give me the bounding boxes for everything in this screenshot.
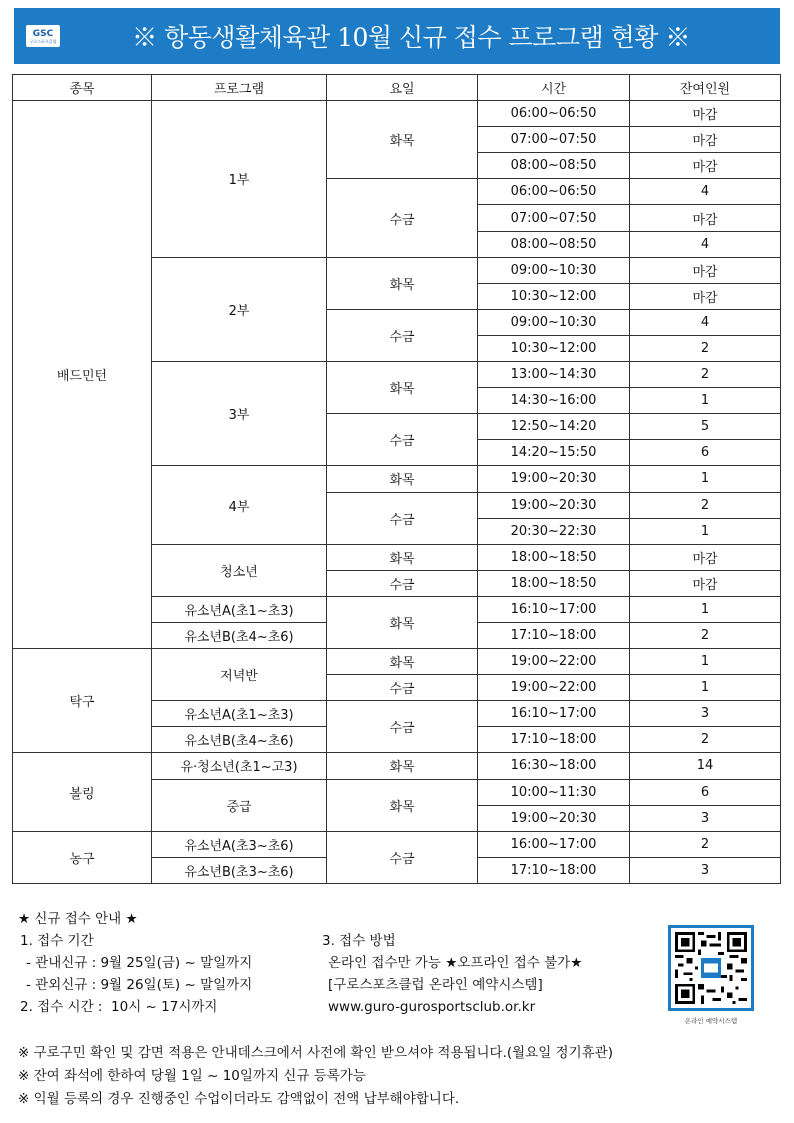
sport-cell: 볼링 [13, 753, 152, 831]
time-cell: 09:00~10:30 [478, 309, 630, 335]
time-cell: 08:00~08:50 [478, 231, 630, 257]
program-cell: 유소년A(초1~초3) [152, 596, 327, 622]
program-cell: 유소년A(초3~초6) [152, 831, 327, 857]
program-schedule-table [12, 74, 781, 884]
program-cell: 1부 [152, 101, 327, 258]
time-cell: 14:30~16:00 [478, 388, 630, 414]
table-row [13, 101, 781, 127]
remaining-cell: 6 [630, 779, 781, 805]
column-header-remaining: 잔여인원 [630, 75, 781, 101]
time-cell: 20:30~22:30 [478, 518, 630, 544]
days-cell: 수금 [327, 414, 478, 466]
days-cell: 화목 [327, 257, 478, 309]
time-cell: 07:00~07:50 [478, 205, 630, 231]
sport-cell: 농구 [13, 831, 152, 883]
days-cell: 화목 [327, 649, 478, 675]
signup-guide-left [18, 908, 252, 1018]
remaining-cell: 마감 [630, 257, 781, 283]
qr-code-icon [675, 932, 747, 1004]
notice-item: ※ 구로구민 확인 및 감면 적용은 안내데스크에서 사전에 확인 받으셔야 적용됩니다.(월요일 정기휴관) [18, 1045, 613, 1061]
time-cell: 19:00~20:30 [478, 492, 630, 518]
sport-cell: 탁구 [13, 649, 152, 753]
remaining-cell: 4 [630, 309, 781, 335]
time-cell: 09:00~10:30 [478, 257, 630, 283]
program-cell: 저녁반 [152, 649, 327, 701]
remaining-cell: 마감 [630, 544, 781, 570]
remaining-cell: 5 [630, 414, 781, 440]
remaining-cell: 마감 [630, 570, 781, 596]
remaining-cell: 1 [630, 649, 781, 675]
program-cell: 유소년B(초3~초6) [152, 857, 327, 883]
time-cell: 19:00~22:00 [478, 675, 630, 701]
days-cell: 화목 [327, 753, 478, 779]
remaining-cell: 1 [630, 466, 781, 492]
guide-period-in: - 관내신규 : 9월 25일(금) ~ 말일까지 [26, 955, 253, 971]
remaining-cell: 마감 [630, 127, 781, 153]
time-cell: 08:00~08:50 [478, 153, 630, 179]
remaining-cell: 2 [630, 492, 781, 518]
table-row [13, 753, 781, 779]
time-cell: 16:30~18:00 [478, 753, 630, 779]
days-cell: 수금 [327, 831, 478, 883]
time-cell: 14:20~15:50 [478, 440, 630, 466]
time-cell: 18:00~18:50 [478, 570, 630, 596]
remaining-cell: 6 [630, 440, 781, 466]
days-cell: 화목 [327, 779, 478, 831]
program-cell: 유소년A(초1~초3) [152, 701, 327, 727]
days-cell: 수금 [327, 701, 478, 753]
time-cell: 06:00~06:50 [478, 101, 630, 127]
days-cell: 화목 [327, 466, 478, 492]
days-cell: 수금 [327, 309, 478, 361]
time-cell: 19:00~20:30 [478, 805, 630, 831]
time-cell: 19:00~22:00 [478, 649, 630, 675]
program-cell: 중급 [152, 779, 327, 831]
table-header-row [13, 75, 781, 101]
remaining-cell: 마감 [630, 283, 781, 309]
remaining-cell: 마감 [630, 101, 781, 127]
time-cell: 17:10~18:00 [478, 727, 630, 753]
days-cell: 수금 [327, 570, 478, 596]
time-cell: 07:00~07:50 [478, 127, 630, 153]
guide-period-out: - 관외신규 : 9월 26일(토) ~ 말일까지 [26, 977, 253, 993]
time-cell: 19:00~20:30 [478, 466, 630, 492]
guide-method-label: 3. 접수 방법 [322, 933, 396, 949]
page-header [14, 8, 780, 64]
remaining-cell: 3 [630, 857, 781, 883]
remaining-cell: 마감 [630, 205, 781, 231]
time-cell: 16:10~17:00 [478, 596, 630, 622]
remaining-cell: 14 [630, 753, 781, 779]
sport-cell: 배드민턴 [13, 101, 152, 649]
table-row [13, 649, 781, 675]
time-cell: 10:30~12:00 [478, 335, 630, 361]
logo-text: GSC [32, 28, 54, 39]
days-cell: 수금 [327, 179, 478, 257]
remaining-cell: 2 [630, 622, 781, 648]
remaining-cell: 2 [630, 362, 781, 388]
program-cell: 유소년B(초4~초6) [152, 727, 327, 753]
time-cell: 17:10~18:00 [478, 857, 630, 883]
remaining-cell: 3 [630, 701, 781, 727]
days-cell: 수금 [327, 492, 478, 544]
time-cell: 16:10~17:00 [478, 701, 630, 727]
time-cell: 17:10~18:00 [478, 622, 630, 648]
days-cell: 화목 [327, 596, 478, 648]
remaining-cell: 4 [630, 179, 781, 205]
time-cell: 18:00~18:50 [478, 544, 630, 570]
time-cell: 13:00~14:30 [478, 362, 630, 388]
time-cell: 16:00~17:00 [478, 831, 630, 857]
time-cell: 10:30~12:00 [478, 283, 630, 309]
remaining-cell: 1 [630, 388, 781, 414]
column-header-program: 프로그램 [152, 75, 327, 101]
remaining-cell: 3 [630, 805, 781, 831]
remaining-cell: 1 [630, 596, 781, 622]
days-cell: 화목 [327, 101, 478, 179]
guide-title: ★ 신규 접수 안내 ★ [18, 911, 138, 927]
logo-subtext: 구로스포츠클럽 [29, 38, 57, 44]
column-header-time: 시간 [478, 75, 630, 101]
column-header-days: 요일 [327, 75, 478, 101]
days-cell: 화목 [327, 544, 478, 570]
program-cell: 청소년 [152, 544, 327, 596]
notice-item: ※ 잔여 좌석에 한하여 당월 1일 ~ 10일까지 신규 등록가능 [18, 1068, 366, 1084]
remaining-cell: 마감 [630, 153, 781, 179]
guide-method-online: 온라인 접수만 가능 ★오프라인 접수 불가★ [328, 955, 583, 971]
column-header-sport: 종목 [13, 75, 152, 101]
guide-hours: 2. 접수 시간 : 10시 ~ 17시까지 [20, 999, 218, 1015]
days-cell: 화목 [327, 362, 478, 414]
remaining-cell: 2 [630, 335, 781, 361]
remaining-cell: 2 [630, 727, 781, 753]
program-cell: 유소년B(초4~초6) [152, 622, 327, 648]
program-cell: 3부 [152, 362, 327, 466]
program-cell: 유·청소년(초1~고3) [152, 753, 327, 779]
qr-code[interactable] [668, 925, 754, 1011]
notice-item: ※ 익월 등록의 경우 진행중인 수업이더라도 감액없이 전액 납부해야합니다. [18, 1091, 460, 1107]
remaining-cell: 2 [630, 831, 781, 857]
guide-method-system: [구로스포츠클럽 온라인 예약시스템] [328, 977, 543, 993]
guide-method-url[interactable]: www.guro-gurosportsclub.or.kr [328, 999, 536, 1015]
table-row [13, 831, 781, 857]
program-cell: 2부 [152, 257, 327, 361]
time-cell: 12:50~14:20 [478, 414, 630, 440]
remaining-cell: 1 [630, 675, 781, 701]
time-cell: 10:00~11:30 [478, 779, 630, 805]
notice-list [18, 1042, 613, 1111]
time-cell: 06:00~06:50 [478, 179, 630, 205]
days-cell: 수금 [327, 675, 478, 701]
qr-caption: 온라인 예약시스템 [684, 1017, 738, 1025]
program-cell: 4부 [152, 466, 327, 544]
page-title: ※ 항동생활체육관 10월 신규 접수 프로그램 현황 ※ [132, 23, 690, 52]
gsc-logo [26, 25, 60, 47]
guide-period-label: 1. 접수 기간 [20, 933, 94, 949]
signup-guide-right [322, 930, 582, 1018]
remaining-cell: 1 [630, 518, 781, 544]
remaining-cell: 4 [630, 231, 781, 257]
